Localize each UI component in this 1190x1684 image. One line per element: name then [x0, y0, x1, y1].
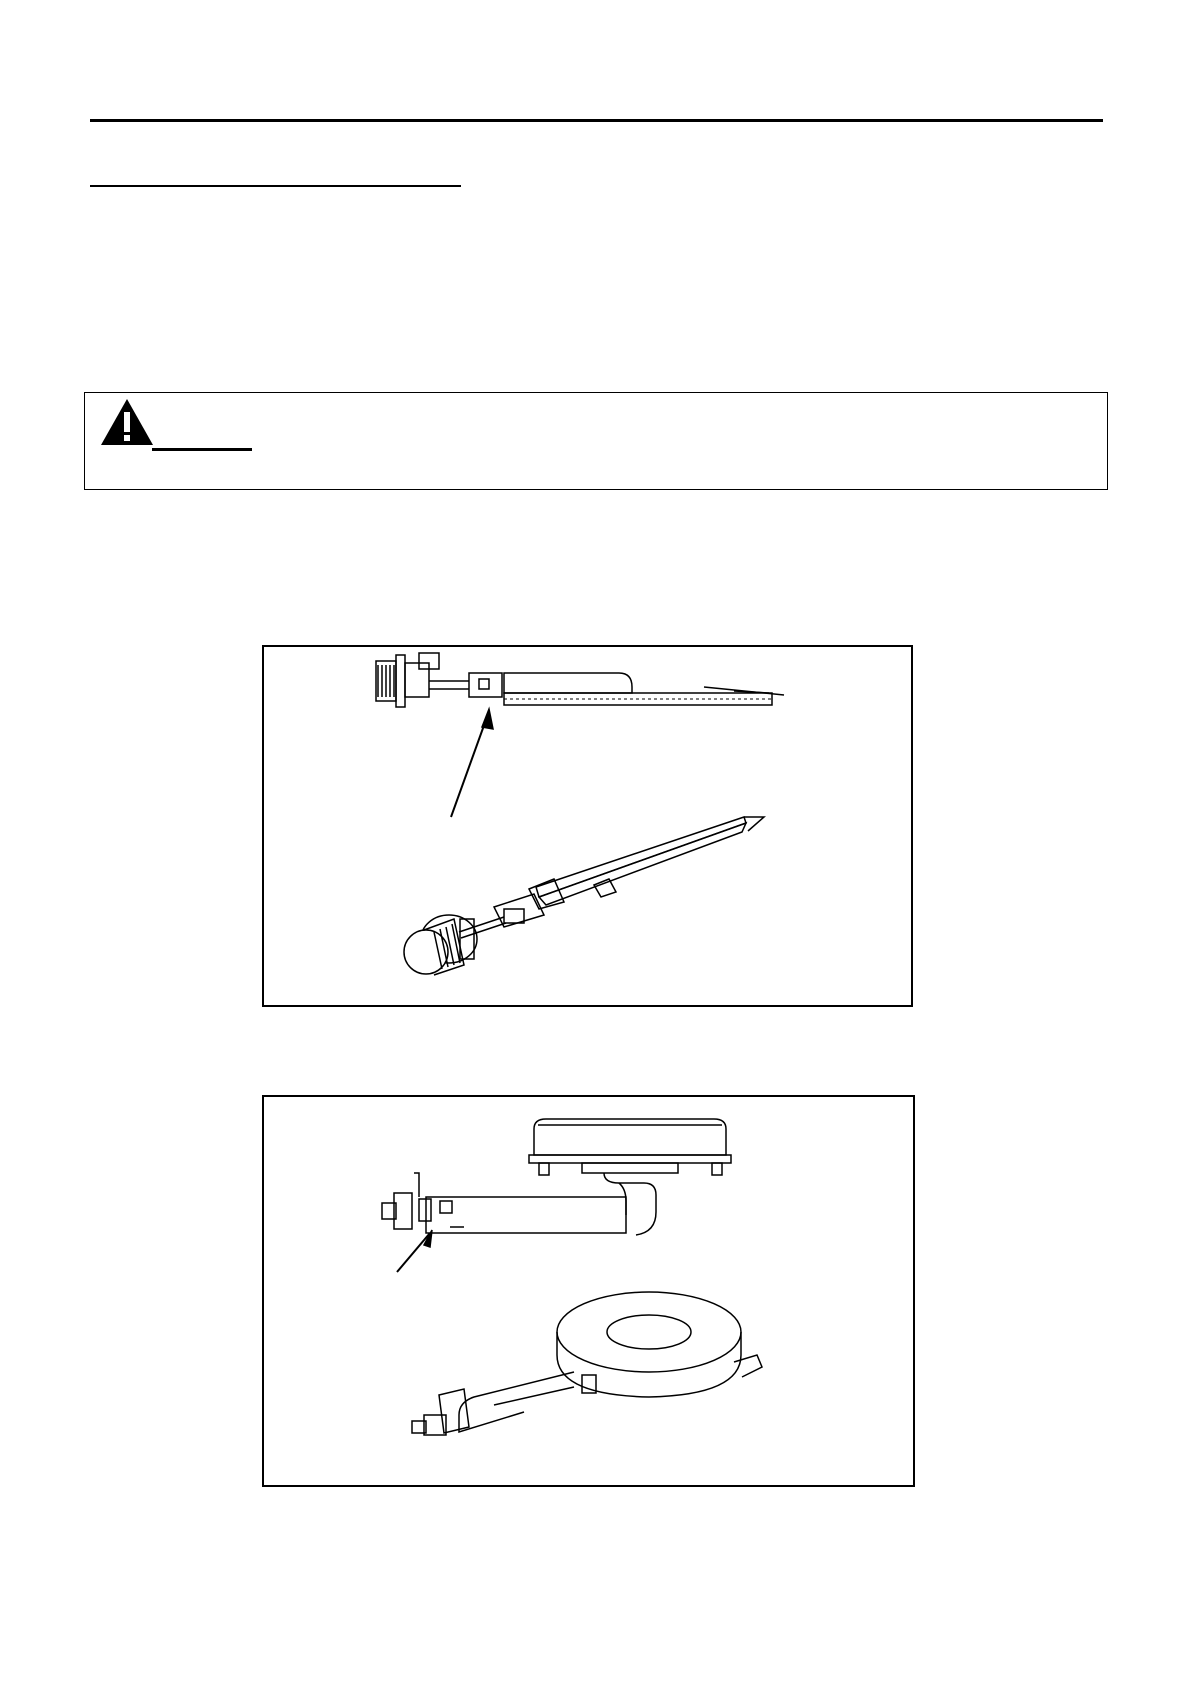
air-shutter: [469, 673, 502, 697]
section-heading-underline: [90, 185, 461, 187]
control-knob-top-view: [376, 653, 469, 707]
control-knob-iso-view: [404, 915, 477, 975]
side-burner-side-view: [382, 1119, 731, 1235]
main-burner-illustration: [264, 647, 911, 1005]
figure-main-burner: [262, 645, 913, 1007]
side-burner-illustration: [264, 1097, 913, 1485]
warning-title-underline: [152, 448, 252, 451]
side-burner-iso-view: [412, 1292, 762, 1435]
warning-box: [84, 392, 1108, 490]
top-rule: [90, 119, 1103, 122]
figure-side-burner: [262, 1095, 915, 1487]
main-burner-iso-view: [459, 817, 764, 938]
warning-triangle-icon: [99, 397, 155, 447]
